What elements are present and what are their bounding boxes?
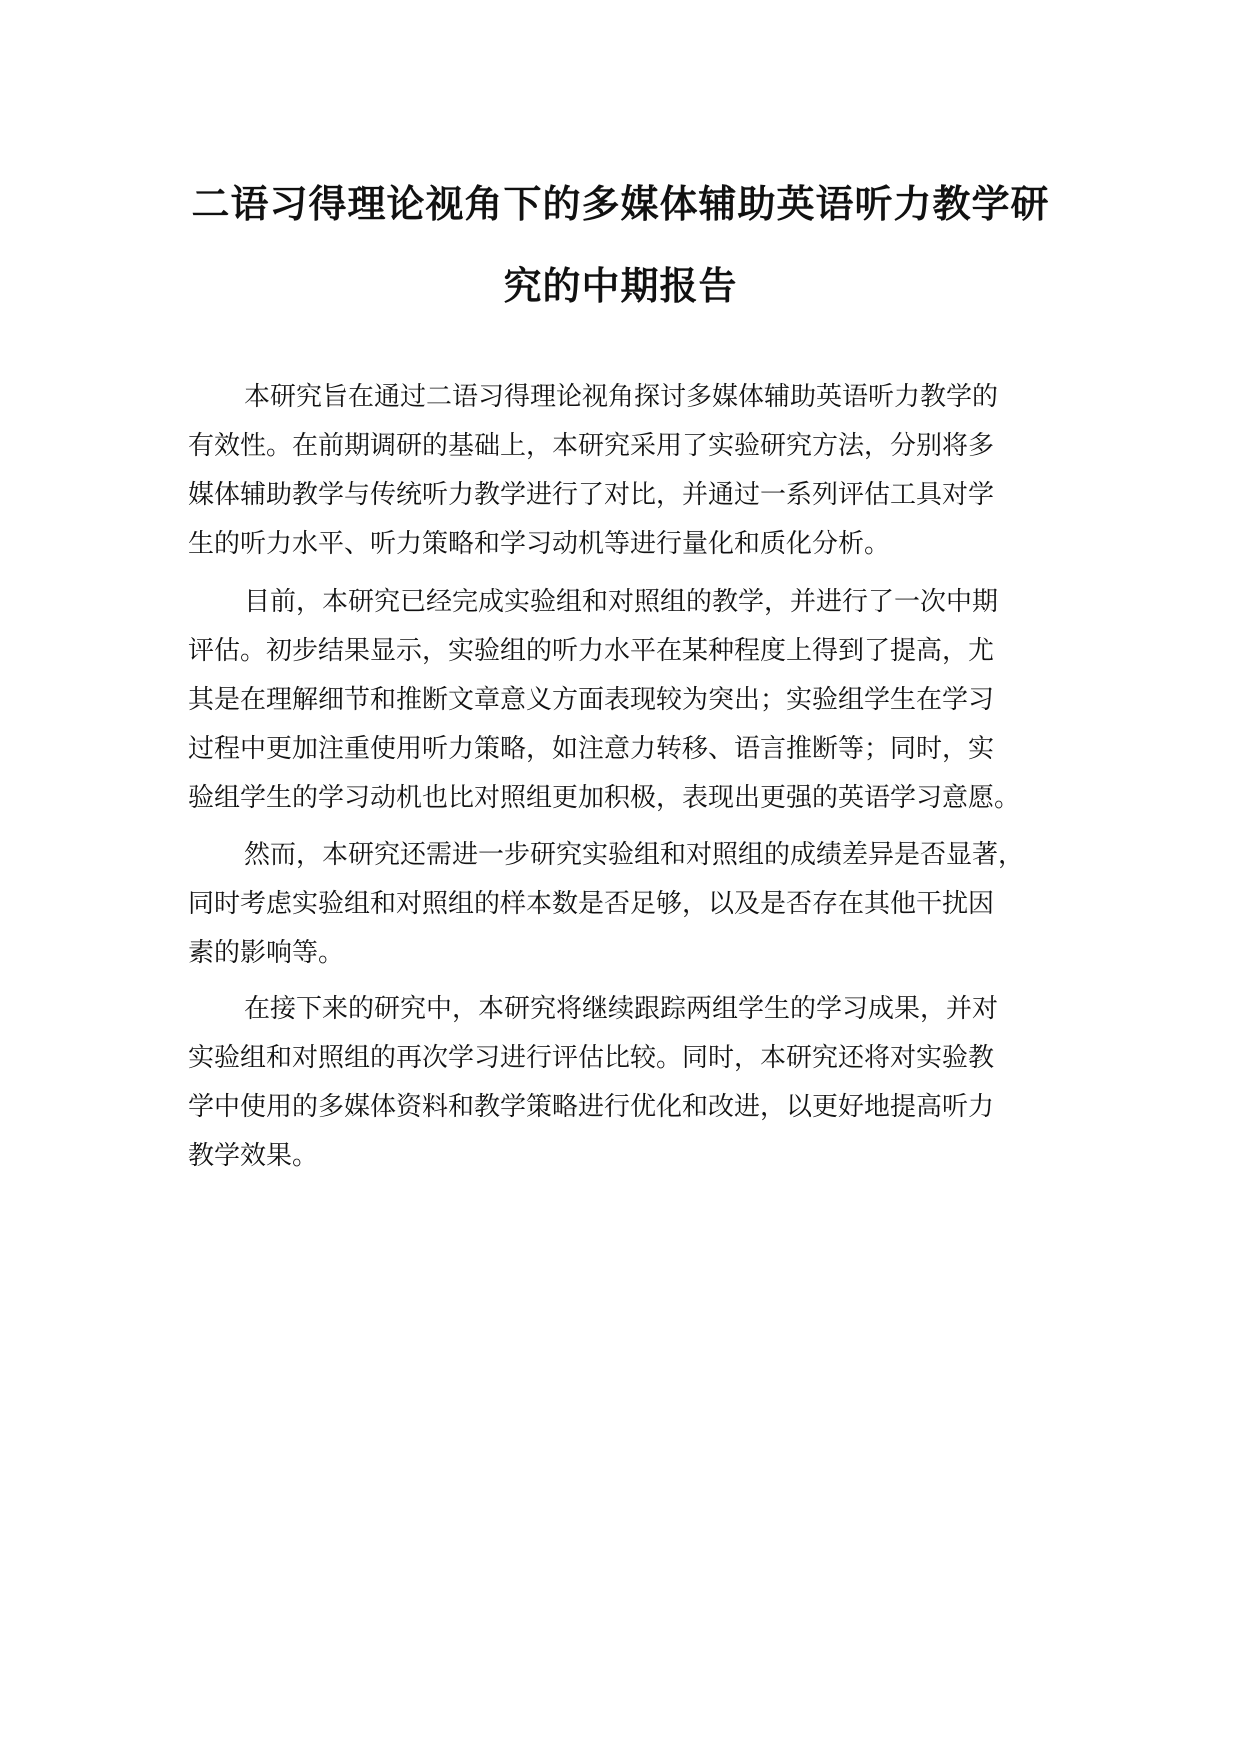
paragraph-line: 过程中更加注重使用听力策略，如注意力转移、语言推断等；同时，实 [188, 734, 995, 764]
paragraph-line: 验组学生的学习动机也比对照组更加积极，表现出更强的英语学习意愿。 [188, 783, 1021, 813]
paragraph-line: 学中使用的多媒体资料和教学策略进行优化和改进，以更好地提高听力 [188, 1092, 995, 1122]
paragraph-2 [188, 578, 1068, 823]
paragraph-1 [188, 373, 1068, 569]
paragraph-line: 生的听力水平、听力策略和学习动机等进行量化和质化分析。 [188, 529, 891, 559]
paragraph-line: 素的影响等。 [188, 938, 345, 968]
paragraph-line: 然而，本研究还需进一步研究实验组和对照组的成绩差异是否显著， [244, 840, 1025, 870]
paragraph-line: 有效性。在前期调研的基础上，本研究采用了实验研究方法，分别将多 [188, 431, 995, 461]
paragraph-line: 教学效果。 [188, 1141, 319, 1171]
paragraph-line: 实验组和对照组的再次学习进行评估比较。同时，本研究还将对实验教 [188, 1043, 995, 1073]
paragraph-line: 同时考虑实验组和对照组的样本数是否足够，以及是否存在其他干扰因 [188, 889, 995, 919]
document-title-line-2: 究的中期报告 [503, 264, 738, 308]
paragraph-line: 媒体辅助教学与传统听力教学进行了对比，并通过一系列评估工具对学 [188, 480, 995, 510]
paragraph-4 [188, 985, 1068, 1181]
paragraph-line: 其是在理解细节和推断文章意义方面表现较为突出；实验组学生在学习 [188, 685, 995, 715]
document-title-line-1: 二语习得理论视角下的多媒体辅助英语听力教学研 [191, 182, 1050, 226]
paragraph-line: 目前，本研究已经完成实验组和对照组的教学，并进行了一次中期 [244, 587, 999, 617]
paragraph-line: 本研究旨在通过二语习得理论视角探讨多媒体辅助英语听力教学的 [244, 382, 999, 412]
paragraph-3 [188, 831, 1068, 978]
paragraph-line: 评估。初步结果显示，实验组的听力水平在某种程度上得到了提高，尤 [188, 636, 995, 666]
paragraph-line: 在接下来的研究中，本研究将继续跟踪两组学生的学习成果，并对 [244, 994, 999, 1024]
